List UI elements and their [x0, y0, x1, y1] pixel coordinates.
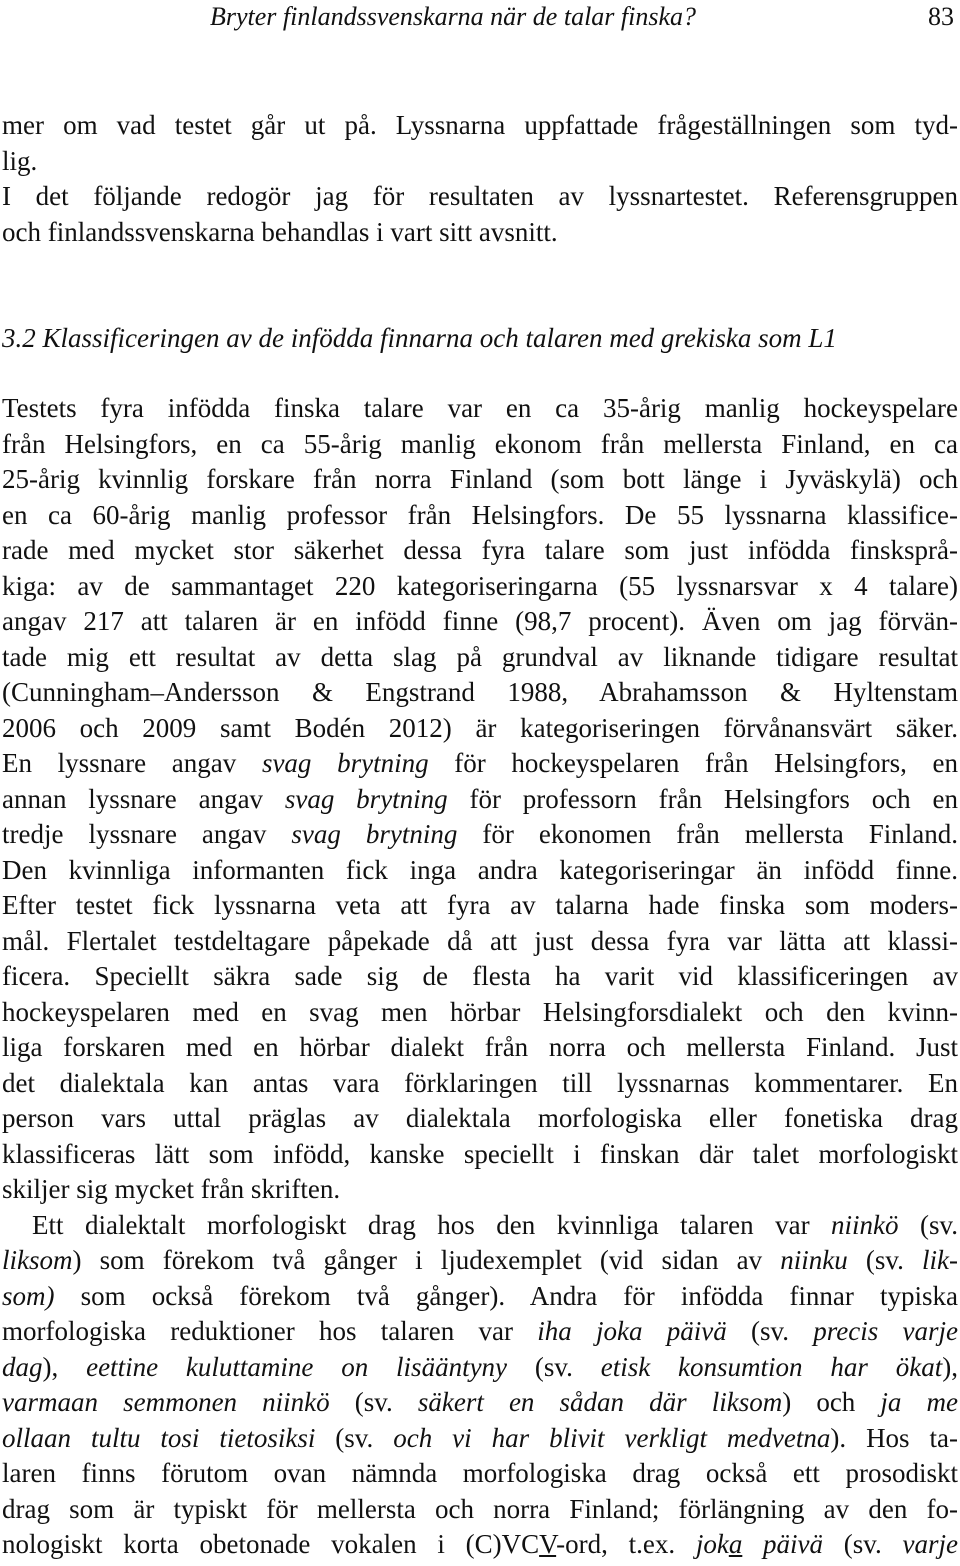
italic-term: säkert en sådan där liksom — [417, 1387, 783, 1417]
text-line — [2, 1527, 958, 1563]
text-line: (Cunningham–Andersson & Engstrand 1988, Abrahamsson & Hyltenstam — [2, 677, 958, 707]
text-line: tade mig ett resultat av detta slag på grundval av liknande tidigare resultat — [2, 641, 958, 672]
text-line: 25-årig kvinnlig forskare från norra Finland (som bott länge i Jyväskylä) och — [2, 464, 958, 494]
text-line: Testets fyra infödda finska talare var en ca 35-årig manlig hockeyspelare — [2, 393, 958, 423]
text-line: lig. — [2, 145, 38, 176]
text-span: En lyssnare angav — [2, 748, 262, 778]
text-line — [2, 1314, 958, 1350]
text-line — [2, 1350, 958, 1386]
text-line — [2, 1279, 958, 1315]
text-span: (sv. — [507, 1351, 601, 1382]
italic-term: ja me — [880, 1387, 959, 1417]
text-line: rade med mycket stor säkerhet dessa fyra talare som just infödda finsksprå- — [2, 535, 958, 565]
text-line: en ca 60-årig manlig professor från Helsingfors. De 55 lyssnarna klassifice- — [2, 499, 958, 530]
italic-term: svag brytning — [284, 783, 448, 814]
text-line — [2, 746, 958, 782]
text-line: liga forskaren med en hörbar dialekt från norra och mellersta Finland. Just — [2, 1032, 958, 1062]
text-span: (sv. — [847, 1245, 923, 1275]
text-span: morfologiska reduktioner hos talaren var — [2, 1316, 538, 1346]
text-span: tredje lyssnare angav — [2, 819, 292, 849]
italic-term: niinku — [780, 1245, 848, 1275]
text-line: person vars uttal präglas av dialektala morfologiska eller fonetiska drag — [2, 1103, 958, 1133]
text-line: från Helsingfors, en ca 55-årig manlig ekonom från mellersta Finland, en ca — [2, 428, 958, 459]
text-line: hockeyspelaren med en svag men hörbar Helsingforsdialekt och den kvinn- — [2, 996, 958, 1027]
text-span: (sv. — [315, 1422, 394, 1453]
running-title: Bryter finlandssvenskarna när de talar finska? — [210, 2, 697, 31]
italic-term: precis varje — [813, 1316, 958, 1346]
text-line — [2, 817, 958, 853]
text-line: Efter testet fick lyssnarna veta att fyra av talarna hade finska som moders- — [2, 890, 958, 920]
italic-term: som) — [2, 1280, 55, 1311]
text-line — [2, 1421, 958, 1457]
text-line: mål. Flertalet testdeltagare påpekade då att just dessa fyra var lätta att klassi- — [2, 925, 958, 956]
text-span: Ett dialektalt morfologiskt drag hos den kvinnliga talaren var — [32, 1209, 832, 1240]
text-span: (sv. — [726, 1316, 814, 1346]
italic-term: och vi har blivit verkligt medvetna — [393, 1422, 831, 1453]
italic-term: niinkö — [831, 1209, 899, 1240]
italic-term: eettine kuluttamine on lisääntyny — [86, 1351, 508, 1382]
italic-term: etisk konsumtion har ökat — [600, 1351, 943, 1382]
text-span: ), — [942, 1351, 958, 1382]
text-span: ) som förekom två gånger i ljudexemplet (vid sidan av — [72, 1245, 781, 1275]
text-line: I det följande redogör jag för resultaten av lyssnartestet. Referensgruppen — [2, 181, 958, 211]
italic-term: svag brytning — [291, 819, 458, 849]
italic-term: svag brytning — [261, 748, 429, 778]
text-span: ). Hos ta- — [830, 1422, 958, 1453]
text-line: skiljer sig mycket från skriften. — [2, 1174, 341, 1204]
text-span: för hockeyspelaren från Helsingfors, en — [428, 748, 958, 778]
text-span: -ord, t.ex. — [556, 1529, 696, 1559]
text-span: ), — [42, 1351, 87, 1382]
text-span: (sv. — [823, 1529, 903, 1559]
text-line: 2006 och 2009 samt Bodén 2012) är kategoriseringen förvånansvärt säker. — [2, 712, 958, 743]
section-heading: 3.2 Klassificeringen av de infödda finnarna och talaren med grekiska som L1 — [2, 323, 837, 353]
text-span: för professorn från Helsingfors och en — [447, 783, 958, 814]
main-body — [2, 391, 958, 1563]
italic-term: dag — [2, 1351, 43, 1382]
text-span: för ekonomen från mellersta Finland. — [457, 819, 958, 849]
italic-term: ollaan tultu tosi tietosiksi — [2, 1422, 316, 1453]
italic-term: liksom — [2, 1245, 73, 1275]
italic-term: varje — [902, 1529, 958, 1559]
page-number: 83 — [928, 2, 954, 31]
italic-term: päivä — [742, 1529, 824, 1559]
text-span: annan lyssnare angav — [2, 783, 285, 814]
text-span: som också förekom två gånger). Andra för infödda finnar typiska — [54, 1280, 958, 1311]
italic-term: lik- — [922, 1245, 959, 1275]
text-line: kiga: av de sammantaget 220 kategoriseringarna (55 lyssnarsvar x 4 talare) — [2, 570, 958, 601]
italic-term: varmaan semmonen niinkö — [2, 1387, 330, 1417]
underlined-vowel: a — [728, 1529, 743, 1559]
italic-term: iha joka päivä — [537, 1316, 727, 1346]
text-line — [2, 1385, 958, 1421]
intro-paragraph — [2, 108, 958, 250]
text-line: och finlandssvenskarna behandlas i vart sitt avsnitt. — [2, 216, 558, 247]
text-line — [2, 1208, 958, 1244]
text-line: angav 217 att talaren är en infödd finne (98,7 procent). Även om jag förvän- — [2, 606, 958, 636]
text-line — [2, 1243, 958, 1279]
text-span: (sv. — [898, 1209, 958, 1240]
text-span: (sv. — [329, 1387, 418, 1417]
italic-term: jok — [695, 1529, 729, 1559]
text-span: ) och — [782, 1387, 881, 1417]
text-line: det dialektala kan antas vara förklaringen till lyssnarnas kommentarer. En — [2, 1067, 958, 1098]
text-line: mer om vad testet går ut på. Lyssnarna uppfattade frågeställningen som tyd- — [2, 110, 958, 140]
text-span: nologiskt korta obetonade vokalen i (C)VC — [2, 1529, 540, 1559]
text-line: klassificeras lätt som infödd, kanske speciellt i finskan där talet morfologiskt — [2, 1138, 958, 1169]
text-line — [2, 782, 958, 818]
text-line: Den kvinnliga informanten fick inga andra kategoriseringar än infödd finne. — [2, 854, 958, 885]
page-header — [0, 0, 960, 40]
text-line: laren finns förutom ovan nämnda morfologiska drag också ett prosodiskt — [2, 1458, 958, 1488]
text-line: drag som är typiskt för mellersta och norra Finland; förlängning av den fo- — [2, 1493, 958, 1524]
text-line: ficera. Speciellt säkra sade sig de flesta ha varit vid klassificeringen av — [2, 961, 958, 991]
underlined-vowel: V — [539, 1529, 557, 1559]
